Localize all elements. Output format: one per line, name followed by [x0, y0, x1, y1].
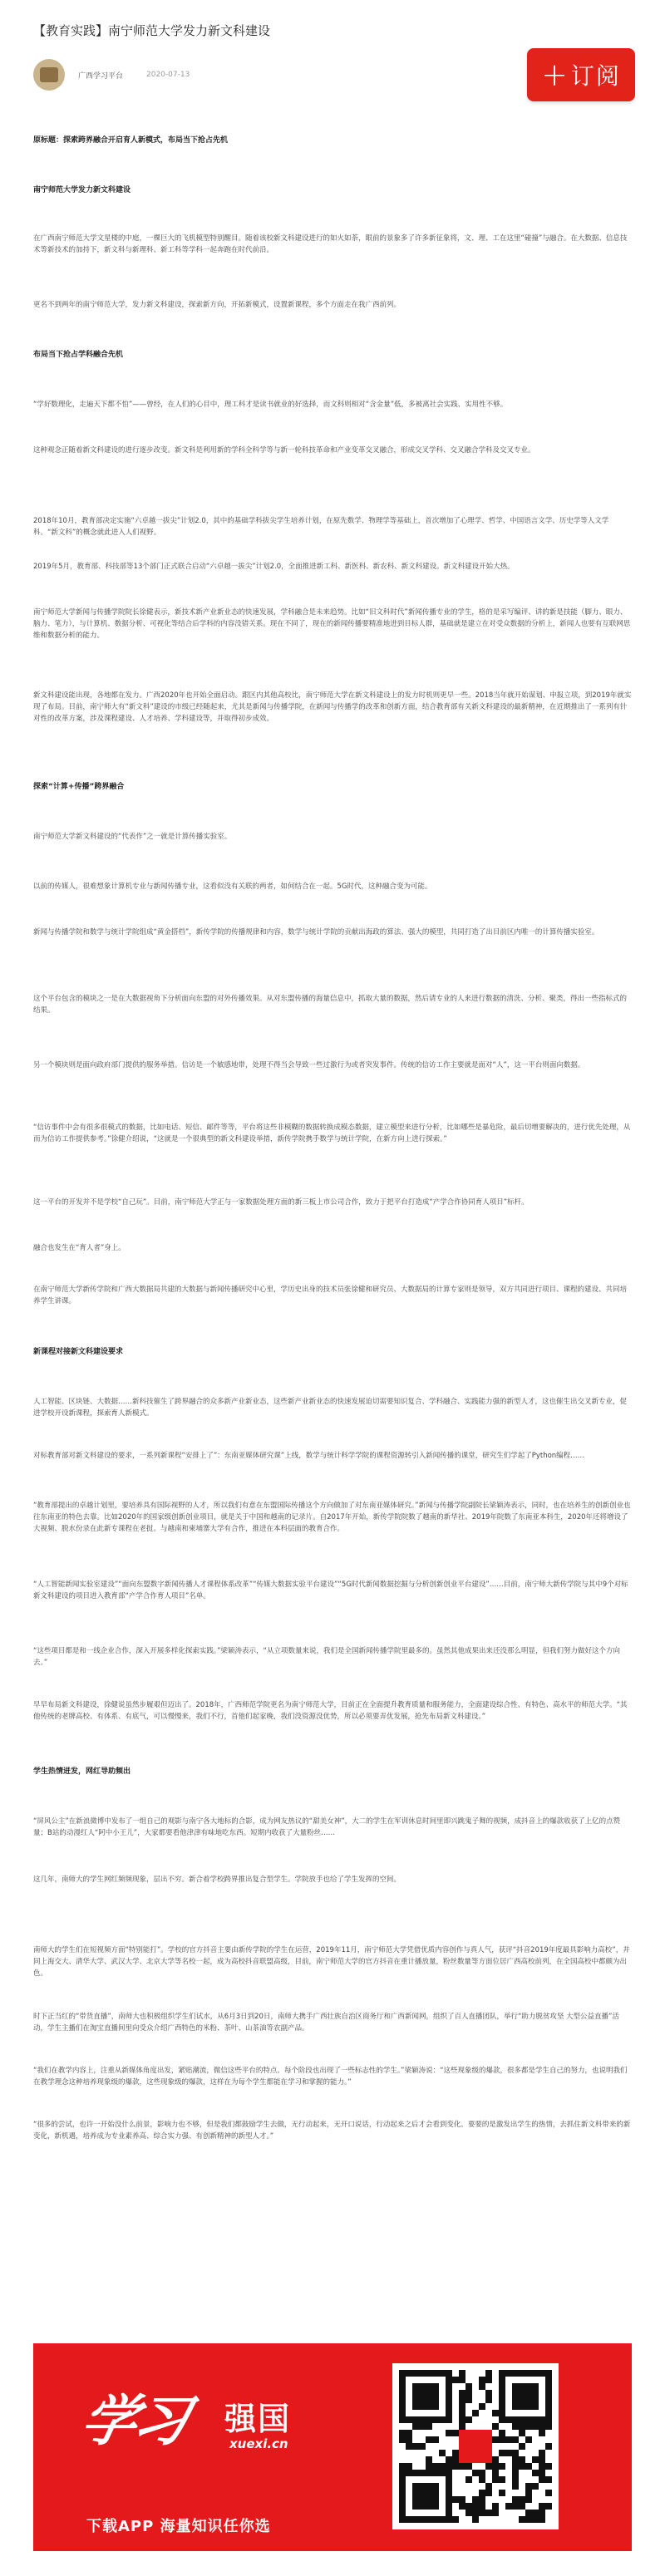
article-paragraph: 这几年，南师大的学生网红频频现象，层出不穷。新合着学校跨界推出复合型学生。学院放手也给了学生发挥的空间。 [33, 1875, 401, 1884]
article-paragraph: 在广西南宁师范大学文星楼的中庭，一棵巨大的飞机模型特别醒目。随着该校新文科建设进行的如火如荼，眼前的景象多了许多新征象将，文、理、工在这里“碰撞”与融合。在大数据、信息技术等新技术的加持下，新文科与新理科、新工科等学科一起奔跑在时代前沿。 [33, 234, 628, 254]
article-paragraph: 以前的传媒人，很难想象计算机专业与新闻传播专业，这看似没有关联的两者，如何结合在一起。5G时代，这种融合变为可能。 [33, 882, 432, 891]
article-paragraph: 南宁师范大学新文科建设的“代表作”之一就是计算传播实验室。 [33, 833, 232, 841]
article-paragraph: 2018年10月，教育部决定实施“六卓越一拔尖”计划2.0，其中的基础学科拔尖学生培养计划，在原先数学、物理学等基础上，首次增加了心理学、哲学、中国语言文学、历史学等人文学科。“新文科”的概念就此进入人们视野。 [33, 517, 609, 537]
article-paragraph: “我们在教学内容上，注重从新媒体角度出发，紧贴潮流，微信这些平台的特点。每个阶段也出现了一些标志性的学生。”梁颖涛说：“这些现象级的爆款，很多都是学生自己的努力，也说明我们在教学理念这种培养现象级的爆款，这些现象级的爆款，这样在为每个学生都能在学习和掌握的能力。” [33, 2067, 628, 2087]
article-paragraph: “信访事件中会有很多很模式的数据，比如电话、短信、邮件等等，平台将这些非模糊的数据转换成模态数据，建立模型来进行分析，比如哪些是暴危险，最后切增要解决的，进行优先处理，从而为信访工作提供参考。”徐健介绍说，“这就是一个很典型的新文科建设举措，新传学院携手数学与统计学院，在新方向上进行探索。” [33, 1123, 631, 1143]
page-title: 【教育实践】南宁师范大学发力新文科建设 [33, 23, 271, 38]
qr-code-icon[interactable] [392, 2363, 559, 2529]
plus-icon: + [541, 57, 568, 93]
section-heading: 探索“计算+传播”跨界融合 [33, 783, 125, 791]
article-paragraph: 在南宁师范大学新传学院和广西大数据局共建的大数据与新闻传播研究中心里，学历史出身的技术员张徐健和研究员、大数据局的计算专家则是领导，双方共同进行项目、课程的建设、共同培养学生讲课。 [33, 1286, 628, 1305]
article-paragraph: 南师大的学生们在短视频方面“特别能打”。学校的官方抖音主要由新传学院的学生在运营，2019年11月，南宁师范大学凭借优质内容创作与真人气，获评“抖音2019年度最具影响力高校”，并同上海交大、清华大学、武汉大学、北京大学等名校一起，成为高校抖音联盟高级，目前，南宁师范大学的官方抖音在重计播放量，粉丝数量等方面位居广西高校前列，在全国高校中都颇为出色。 [33, 1946, 630, 1978]
article-paragraph: 早早布局新文科建设，徐健说虽然步履艰但迈出了。2018年，广西师范学院更名为南宁师范大学，目前正在全面提升教育质量和服务能力，全面建设综合性、有特色、高水平的师范大学。“其他传统的老牌高校、有体系、有底气，可以慢慢来，我们不行，首他们起家晚，我们没资源没优势，所以必须要弄优发展，抢先布局新文科建设。” [33, 1701, 628, 1721]
article-paragraph: 2019年5月，教育部、科技部等13个部门正式联合启动“六卓越一拔尖”计划2.0，全面推进新工科、新医科、新农科、新文科建设。新文科建设开始大热。 [33, 563, 515, 571]
subscribe-button[interactable] [527, 48, 635, 101]
section-heading: 南宁师范大学发力新文科建设 [33, 186, 131, 194]
post-date: 2020-07-13 [146, 71, 190, 79]
article-paragraph: 这个平台包含的模块之一是在大数据视角下分析面向东盟的对外传播效果。从对东盟传播的海量信息中，抓取大量的数据，然后请专业的人来进行数据的清洗、分析、聚类，得出一些指标式的结果。 [33, 995, 628, 1015]
article-paragraph: 这种观念正随着新文科建设的进行逐步改变。新文科是利用新的学科全科学等与新一轮科技革命和产业变革交叉融合，形成交叉学科、交叉融合学科及交叉专业。 [33, 446, 535, 455]
article-paragraph: 人工智能、区块链、大数据……新科技催生了跨界融合的众多新产业新业态，这些新产业新业态的快速发展迫切需要知识复合、学科融合、实践能力强的新型人才，这也催生出交叉新专业，促进学校开设新课程，探索育人新模式。 [33, 1398, 628, 1418]
article-paragraph: “人工智能新闻实验室建设”“面向东盟数字新闻传播人才课程体系改革”“传媒大数据实验平台建设”“5G时代新闻数据挖掘与分析创新创业平台建设”……目前，南宁师大新传学院与其中9个对标新文科建设的项目进入教育部“产学合作育人项目”名单。 [33, 1581, 628, 1600]
logo-text: 强国 [224, 2401, 292, 2437]
banner-slogan: 下载APP 海量知识任你选 [86, 2518, 271, 2535]
article-header [0, 0, 665, 116]
author-avatar[interactable] [33, 59, 65, 91]
author-name[interactable]: 广西学习平台 [78, 71, 124, 81]
author-row [33, 58, 190, 91]
section-heading: 新课程对接新文科建设要求 [33, 1348, 124, 1356]
article-paragraph: 南宁师范大学新闻与传播学院院长徐健表示，新技术新产业新业态的快速发展，学科融合是未来趋势。比如“旧文科时代”新闻传播专业的学生，格的是采写编评、讲的新是技能（脚力、眼力、脑力、笔力），与计算机、数据分析、可视化等结合后学科的内容没错关系。现在不同了，现在的新闻传播要精准地进到目标人群，基础就是建立在对受众数据的分析上，新闻人也要有互联网思维和数据分析的能力。 [33, 608, 631, 640]
article-paragraph: 这一平台的开发并不是学校“自己玩”。目前，南宁师范大学正与一家数据处理方面的新三板上市公司合作，致力于把平台打造成“产学合作协同育人项目”标杆。 [33, 1198, 529, 1207]
article-paragraph: “很多的尝试，也许一开始没什么前景，影响力也不够，但是我们都鼓励学生去做，无行动起来，无开口说话，行动起来之后才会看到变化。要要的是激发出学生的热情，去抓住新文科带来的新变化，新机遇，培养成为专业素养高、综合实力强、有创新精神的新型人才。” [33, 2121, 631, 2141]
article-paragraph: 时下正当红的“带货直播”，南师大也积极组织学生们试水，从6月3日到20日，南师大携手广西壮族自治区商务厅和广西新闻网，组织了百人直播团队，举行“助力脱贫攻坚 大型公益直播”活动，学生主播们在淘宝直播间里向受众介绍广西特色的米粉、茶叶、山茶油等农副产品。 [33, 2013, 619, 2033]
subscribe-label: 订阅 [570, 62, 621, 90]
article-paragraph: “教育部提出的卓越计划里，要培养具有国际视野的人才，所以我们有意在东盟国际传播这个方向做加了对东南亚媒体研究。”新闻与传播学院副院长梁颖涛表示，同时，也在培养生的创新创业也往东南亚的特色去靠。比如2020年的国家级创新创业项目，就是关于中国和越南的记录片。自2017年开始，新传学院院数了越南的新华社、2019年院数了东南亚本科生，2020年还将增设了大视频、脱水份录在此新专课程在老挝。与越南和柬埔寨大学有合作，推进在本科层面的教育合作。 [33, 1502, 631, 1533]
section-heading: 原标题：探索跨界融合开启育人新模式，布局当下抢占先机 [33, 136, 229, 145]
logo-url: xuexi.cn [229, 2436, 288, 2451]
article-paragraph: 融合也发生在“育人者”身上。 [33, 1244, 126, 1252]
article-paragraph: 新文科建设能出现，各地都在发力。广西2020年也开始全面启动。跟区内其他高校比，南宁师范大学在新文科建设上的发力时机则更早一些。2018当年就开始谋划、申报立项，到2019年就实现了布局。目前，南宁师大有“新文科”建设的市级已经随起来，尤其是新闻与传播学院，在新闻与传播学的改革和创新方面，结合教育部有关新文科建设的最新精神，在近期推出了一系列有针对性的改革方案，涉及课程建设、人才培养、学科建设等，并取得初步成效。 [33, 691, 632, 723]
article-paragraph: 更名不到两年的南宁师范大学，发力新文科建设，探索新方向，开拓新模式，设置新课程，多个方面走在我广西前列。 [33, 301, 401, 309]
article-paragraph: 对标教育部对新文科建设的要求，一系列新课程“安排上了”：东南亚媒体研究课”上线，数学与统计科学学院的课程资源转引入新闻传播的课堂，研究生们学起了Python编程…… [33, 1452, 585, 1460]
article-paragraph: 另一个模块则是面向政府部门提供的服务举措。信访是一个敏感地带，处理不得当会导致一些过激行为或者突发事件。传统的信访工作主要就是面对“人”，这一平台则面向数据。 [33, 1061, 585, 1069]
article-paragraph: “学好数理化，走遍天下都不怕”——曾经，在人们的心目中，理工科才是读书就业的好选择，而文科则相对“含金量”低，多被离社会实践、实用性不够。 [33, 401, 508, 409]
article-paragraph: “屏风公主”在新浪微博中发布了一组自己的观影与南宁各大地标的合影，成为网友热议的“甜美女神”，大二的学生在军训休息时间里即兴跳鬼子舞的视频，成抖音上的爆款收获了上亿的点赞量；B站的动漫红人“阿中小王儿”，大家都要看他津津有味地吃东西。短期内收获了大量粉丝…… [33, 1817, 621, 1837]
app-download-banner[interactable] [33, 2343, 632, 2551]
xuexi-logo: 学习 [75, 2388, 193, 2453]
section-heading: 布局当下抢占学科融合先机 [33, 351, 124, 359]
article-paragraph: “这些项目都是和一线企业合作，深入开展多样化探索实践。”梁颖涛表示，“从立项数量来说，我们是全国新闻传播学院里最多的。虽然其他成果出来还没那么明显，但我们努力做好这个方向去。” [33, 1647, 620, 1667]
article-paragraph: 新闻与传播学院和数学与统计学院组成“黄金搭档”，新传学院的传播规律和内容，数学与统计学院的贡献出海政的算法、强大的模型，共同打造了出目前区内唯一的计算传播实验室。 [33, 928, 599, 937]
section-heading: 学生热情迸发，网红导助频出 [33, 1767, 131, 1776]
